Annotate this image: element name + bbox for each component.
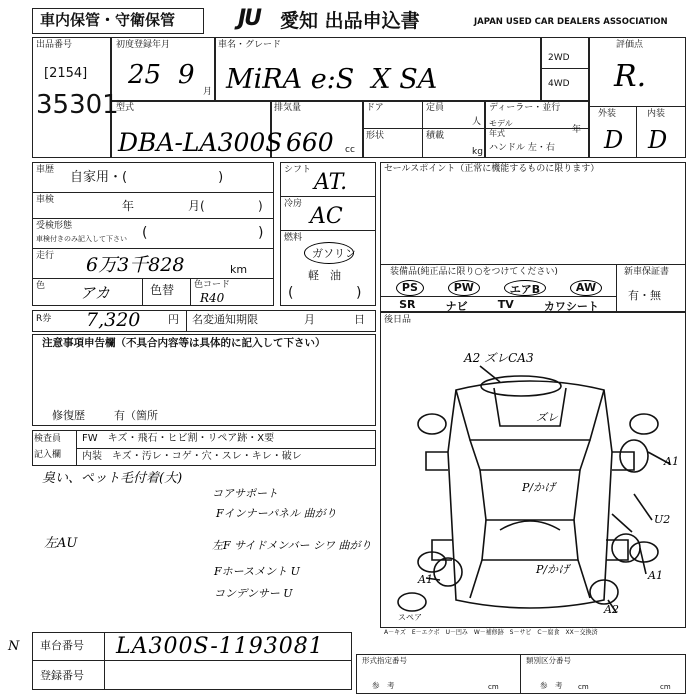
diagram-a1-left: A1 xyxy=(418,573,433,586)
equipment-leather: カワシート xyxy=(543,300,599,313)
displacement-unit: cc xyxy=(345,145,355,155)
note-line4: Fホースメント U xyxy=(214,565,300,578)
equipment-pw: PW xyxy=(448,280,480,296)
equipment-navi: ナビ xyxy=(445,300,468,313)
notice-deadline-label: 名変通知期限 xyxy=(192,313,258,326)
receiver-note: 車検付きのみ記入して下さい xyxy=(36,235,127,243)
mileage-value: 6万3千828 xyxy=(86,254,185,276)
history-value: 自家用・( ) xyxy=(70,170,224,185)
notice-month-unit: 月 xyxy=(304,313,315,326)
drive-2wd: 2WD xyxy=(548,53,570,63)
inspection-label: 車検 xyxy=(36,195,55,205)
form-title: 愛知 出品申込書 xyxy=(280,10,420,32)
lot-number: 35301 xyxy=(36,90,119,120)
exterior-grade: D xyxy=(604,126,624,154)
checker-interior-line: 内装 キズ・汚レ・コゲ・穴・スレ・キレ・破レ xyxy=(82,451,302,462)
shape-label: 形状 xyxy=(366,131,385,141)
grade-value: R. xyxy=(614,59,647,94)
interior-label: 内装 xyxy=(647,109,666,119)
fuel-label: 燃料 xyxy=(284,233,303,243)
color-change-label: 色替 xyxy=(150,283,175,297)
note-left: 左AU xyxy=(44,536,78,551)
model-name-label: 車名・グレード xyxy=(218,40,282,50)
footer-cm1: cm xyxy=(488,683,499,691)
load-unit: kg xyxy=(472,147,483,157)
diagram-top-note: A2 ズレCA3 xyxy=(464,351,534,365)
aircon-value: AC xyxy=(310,204,343,229)
displacement-value: 660 xyxy=(286,128,334,157)
color-code-label: 色コード xyxy=(194,280,231,290)
model-year-label2: 年式 xyxy=(489,129,505,138)
checker-label2: 記入欄 xyxy=(34,450,62,460)
receiver-label: 受検形態 xyxy=(36,221,73,231)
diagram-rear-note: P/かげ xyxy=(536,563,570,576)
year-unit: 年 xyxy=(572,125,582,135)
fuel-diesel: 軽 油 xyxy=(308,269,341,282)
damage-legend: A－キズ E－エクボ U－凹み W－補修跡 S－サビ C－腐食 XX－交換済 xyxy=(384,628,598,636)
receiver-open: ( xyxy=(142,225,148,241)
color-value: アカ xyxy=(80,284,110,302)
org-name-en: JAPAN USED CAR DEALERS ASSOCIATION xyxy=(474,17,668,27)
type-label: 型式 xyxy=(116,103,135,113)
shift-value: AT. xyxy=(314,170,348,195)
equipment-tv: TV xyxy=(497,298,514,311)
rear-label: 後日品 xyxy=(384,315,412,325)
diagram-a1-right: A1 xyxy=(664,455,679,468)
notice-day-unit: 日 xyxy=(354,313,365,326)
storage-label: 車内保管・守衛保管 xyxy=(40,11,176,29)
mileage-unit: km xyxy=(230,263,248,276)
footer-cm3: cm xyxy=(660,683,671,691)
registration-month-unit: 月 xyxy=(203,87,213,97)
inspection-year-unit: 年 xyxy=(122,199,135,213)
footer-cm2: cm xyxy=(578,683,589,691)
diagram-u2-right: U2 xyxy=(654,513,671,526)
color-label: 色 xyxy=(36,281,46,291)
classification-label: 類別区分番号 xyxy=(526,656,571,665)
registration-year: 25 xyxy=(128,60,162,90)
registration-number-label: 登録番号 xyxy=(40,669,84,682)
equipment-ps: PS xyxy=(396,280,424,296)
shape-cert-label: 形式指定番号 xyxy=(362,656,407,665)
recycle-label: R券 xyxy=(36,314,52,324)
n-mark: N xyxy=(8,639,20,654)
fuel-open: ( xyxy=(288,285,294,301)
note-line5: コンデンサー U xyxy=(214,587,293,600)
recycle-unit: 円 xyxy=(168,313,179,326)
lot-sub-number: [2154] xyxy=(44,66,88,81)
equipment-aw: AW xyxy=(570,280,602,296)
load-label: 積載 xyxy=(426,131,445,141)
fuel-gasoline: ガソリン xyxy=(312,247,356,260)
equipment-sr: SR xyxy=(399,298,416,311)
dealer-label: ディーラー・並行 xyxy=(489,103,561,113)
equipment-label: 装備品(純正品に限り○をつけてください) xyxy=(390,267,558,277)
inspection-close: ) xyxy=(258,199,263,213)
model-name-value: MiRA e:S X SA xyxy=(226,64,438,95)
warranty-value: 有・無 xyxy=(628,289,661,302)
drive-4wd: 4WD xyxy=(548,79,570,89)
footer-ref2: 参 考 xyxy=(540,681,563,690)
warranty-label: 新車保証書 xyxy=(624,267,670,277)
diagram-a2-bottom: A2 xyxy=(604,603,619,616)
color-code-value: R40 xyxy=(200,291,225,305)
notes-label: 注意事項申告欄（不具合内容等は具体的に記入して下さい） xyxy=(42,337,326,349)
displacement-label: 排気量 xyxy=(274,103,302,113)
fuel-close: ) xyxy=(356,285,362,301)
handle-label: ハンドル 左・右 xyxy=(489,143,555,153)
repair-label: 修復歴 xyxy=(52,409,85,422)
capacity-unit: 人 xyxy=(472,117,482,127)
capacity-label: 定員 xyxy=(426,103,445,113)
recycle-value: 7,320 xyxy=(86,309,141,331)
equipment-airbag: エアB xyxy=(504,280,546,296)
note-line2: Fインナーパネル 曲がり xyxy=(216,507,337,520)
type-value: DBA-LA300S xyxy=(118,128,283,157)
aircon-label: 冷房 xyxy=(284,199,303,209)
repair-value: 有（箇所 xyxy=(114,409,158,422)
door-label: ドア xyxy=(366,103,384,113)
grade-label: 評価点 xyxy=(616,40,644,50)
checker-fw-line: FW キズ・飛石・ヒビ割・リペア跡・X要 xyxy=(82,433,275,444)
exterior-label: 外装 xyxy=(598,109,617,119)
footer-ref1: 参 考 xyxy=(372,681,395,690)
chassis-label: 車台番号 xyxy=(40,639,84,652)
registration-label: 初度登録年月 xyxy=(116,40,171,50)
diagram-hood-note: P/かげ xyxy=(522,481,556,494)
diagram-spare-label: スペア xyxy=(398,613,422,622)
model-year-label1: モデル xyxy=(489,119,513,128)
brand-logo: JU xyxy=(238,6,261,31)
lot-label: 出品番号 xyxy=(36,40,73,50)
history-label: 車歴 xyxy=(36,165,55,175)
note-smell: 臭い、ペット毛付着(大) xyxy=(42,471,183,486)
diagram-front-note: ズレ xyxy=(536,411,558,424)
shift-label: シフト xyxy=(284,165,312,175)
receiver-close: ) xyxy=(258,225,264,241)
registration-month: 9 xyxy=(178,60,195,90)
inspection-month-unit: 月( xyxy=(188,199,205,213)
sales-point-label: セールスポイント（正常に機能するものに限ります） xyxy=(384,164,600,174)
mileage-label: 走行 xyxy=(36,251,55,261)
interior-grade: D xyxy=(648,126,668,154)
checker-label1: 検査員 xyxy=(34,434,62,444)
note-line1: コアサポート xyxy=(212,487,278,500)
note-line3: 左F サイドメンバー シワ 曲がり xyxy=(212,539,372,552)
chassis-value: LA300S-1193081 xyxy=(116,634,324,659)
diagram-a1-rear-right: A1 xyxy=(648,569,663,582)
